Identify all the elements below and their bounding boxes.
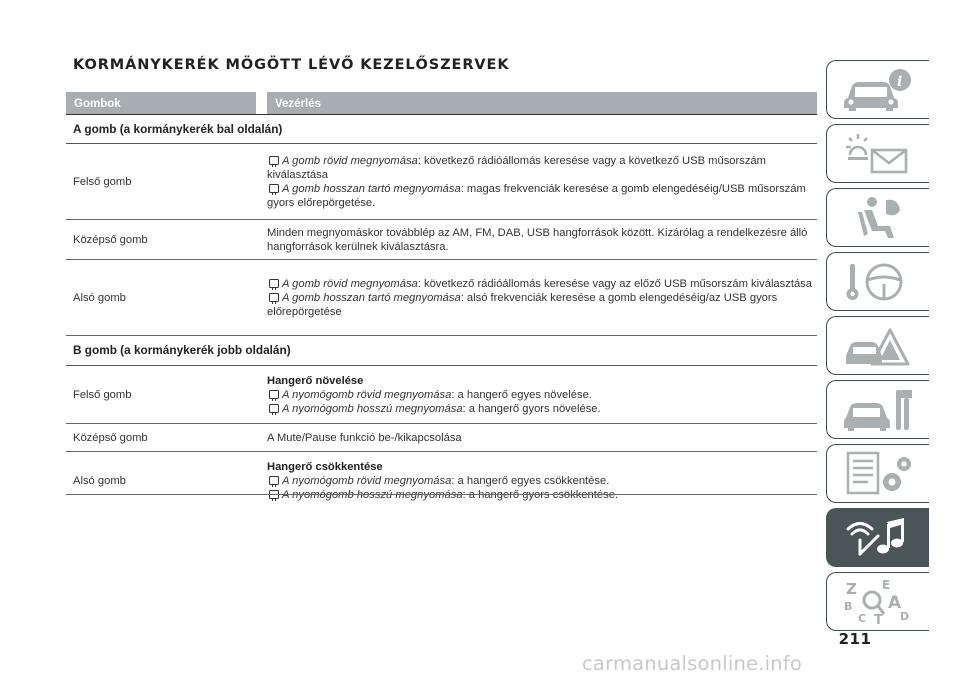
tab-maintenance[interactable] bbox=[826, 380, 929, 439]
seat-airbag-icon bbox=[838, 192, 918, 244]
tab-car-info[interactable] bbox=[826, 60, 929, 119]
row-description bbox=[267, 271, 817, 325]
row-description bbox=[267, 454, 817, 508]
watermark: carmanualsonline.info bbox=[582, 652, 802, 675]
svg-text:E: E bbox=[882, 577, 891, 592]
tab-multimedia[interactable] bbox=[826, 508, 929, 567]
svg-text:Z: Z bbox=[846, 579, 857, 598]
breakdown-triangle-icon bbox=[838, 320, 918, 372]
description-line: A nyomógomb rövid megnyomása: a hangerő egyes csökkentése. bbox=[267, 474, 813, 488]
description-line: A gomb hosszan tartó megnyomása: alsó frekvenciák keresése a gomb elengedéséig/az USB gyors előrepörgetése bbox=[267, 291, 778, 318]
button-symbol-icon bbox=[269, 184, 279, 193]
button-symbol-icon bbox=[269, 404, 279, 413]
warning-lights-message-icon bbox=[838, 128, 918, 180]
description-line: A nyomógomb rövid megnyomása: a hangerő egyes növelése. bbox=[267, 388, 813, 402]
row-description: A Mute/Pause funkció be-/kikapcsolása bbox=[267, 431, 462, 444]
svg-text:C: C bbox=[858, 611, 867, 625]
button-symbol-icon bbox=[269, 293, 279, 302]
description-line: A nyomógomb hosszú megnyomása: a hangerő gyors csökkentése. bbox=[267, 488, 813, 502]
tab-index[interactable] bbox=[826, 572, 929, 631]
section-title-b: B gomb (a kormánykerék jobb oldalán) bbox=[66, 336, 817, 366]
car-maintenance-tools-icon bbox=[838, 384, 918, 436]
header-buttons: Gombok bbox=[66, 92, 256, 114]
description-line: A gomb rövid megnyomása: következő rádióállomás keresése vagy a következő USB műsorszám kiválasztása bbox=[267, 154, 766, 181]
table-row bbox=[66, 144, 817, 220]
table-row bbox=[66, 260, 817, 336]
row-label: Alsó gomb bbox=[73, 475, 126, 487]
button-symbol-icon bbox=[269, 476, 279, 485]
row-label: Középső gomb bbox=[73, 431, 148, 444]
table-row bbox=[66, 452, 817, 510]
row-label: Középső gomb bbox=[73, 233, 148, 246]
svg-text:A: A bbox=[888, 592, 902, 613]
controls-table bbox=[66, 92, 817, 510]
chapter-sidebar bbox=[826, 60, 929, 636]
tab-seats-airbag[interactable] bbox=[826, 188, 929, 247]
button-symbol-icon bbox=[269, 156, 279, 165]
button-symbol-icon bbox=[269, 279, 279, 288]
button-symbol-icon bbox=[269, 390, 279, 399]
table-bottom-rule bbox=[66, 494, 817, 495]
alphabetical-index-icon bbox=[838, 576, 918, 628]
page-title: KORMÁNYKERÉK MÖGÖTT LÉVŐ KEZELŐSZERVEK bbox=[73, 57, 510, 73]
description-heading: Hangerő csökkentése bbox=[267, 461, 383, 473]
row-description: Minden megnyomáskor továbblép az AM, FM, DAB, USB hangforrások között. Kizárólag a rendelkezésre álló hangforrások kerülnek kiválasztásra. bbox=[267, 226, 808, 253]
svg-text:B: B bbox=[844, 599, 853, 613]
tab-breakdown[interactable] bbox=[826, 316, 929, 375]
row-label: Felső gomb bbox=[73, 388, 132, 401]
row-label: Alsó gomb bbox=[73, 291, 126, 304]
row-description bbox=[267, 368, 817, 422]
key-steering-wheel-icon bbox=[838, 256, 918, 308]
table-row bbox=[66, 366, 817, 424]
section-title-a: A gomb (a kormánykerék bal oldalán) bbox=[66, 114, 817, 144]
tab-specifications[interactable] bbox=[826, 444, 929, 503]
specifications-gears-icon bbox=[838, 448, 918, 500]
table-row bbox=[66, 220, 817, 260]
description-line: A nyomógomb hosszú megnyomása: a hangerő gyors növelése. bbox=[267, 402, 813, 416]
header-control: Vezérlés bbox=[267, 92, 817, 114]
page-number: 211 bbox=[838, 630, 872, 648]
svg-text:D: D bbox=[900, 609, 910, 623]
table-row bbox=[66, 424, 817, 452]
description-line: A gomb hosszan tartó megnyomása: magas frekvenciák keresése a gomb elengedéséig/USB műsorszám gyors előrepörgetése. bbox=[267, 182, 806, 209]
row-description bbox=[267, 148, 817, 216]
svg-text:i: i bbox=[897, 73, 903, 90]
tab-warning-lights[interactable] bbox=[826, 124, 929, 183]
multimedia-music-icon bbox=[838, 512, 918, 564]
svg-text:T: T bbox=[874, 612, 883, 628]
description-line: A gomb rövid megnyomása: következő rádióállomás keresése vagy az előző USB műsorszám kiválasztása bbox=[267, 277, 813, 291]
row-label: Felső gomb bbox=[73, 175, 132, 188]
car-info-icon bbox=[838, 64, 918, 116]
description-heading: Hangerő növelése bbox=[267, 374, 364, 387]
table-header bbox=[66, 92, 817, 114]
tab-key-steering[interactable] bbox=[826, 252, 929, 311]
